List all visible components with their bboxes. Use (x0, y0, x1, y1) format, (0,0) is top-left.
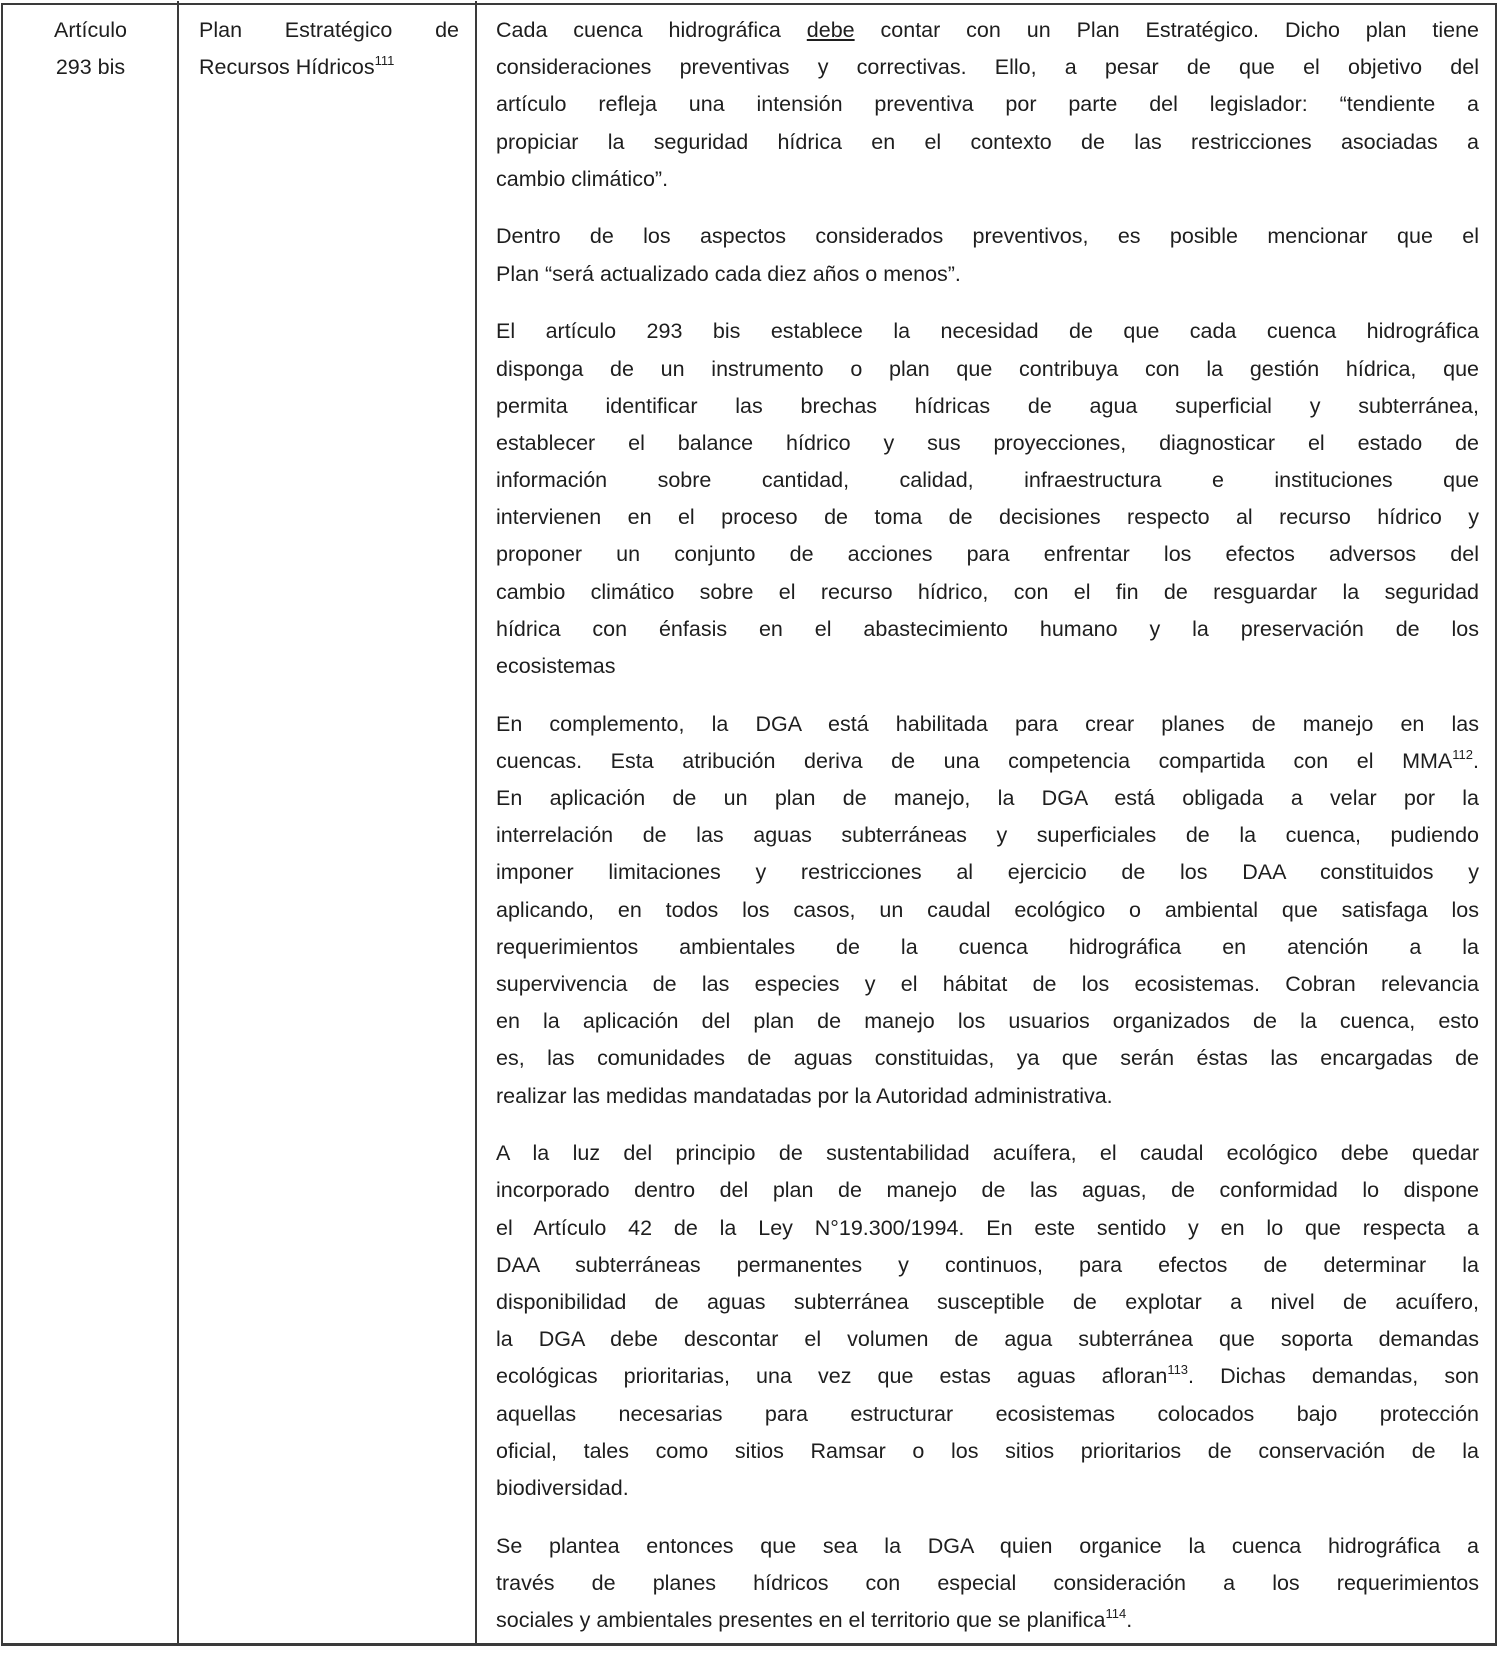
text-segment: interrelación de las aguas subterráneas y superficiales de la cuenca, pudiendo (496, 823, 1479, 848)
text-segment: El artículo 293 bis establece la necesidad de que cada cuenca hidrográfica (496, 319, 1479, 344)
text-segment: disponga de un instrumento o plan que contribuya con la gestión hídrica, que (496, 356, 1479, 381)
text-line (496, 351, 1479, 388)
text-line (496, 1470, 1479, 1507)
text-segment: Se plantea entonces que sea la DGA quien organice la cuenca hidrográfica a (496, 1533, 1479, 1558)
text-segment: ecosistemas (496, 654, 616, 678)
text-line (496, 425, 1479, 462)
article-label: Artículo (54, 18, 127, 42)
text-line (496, 1528, 1479, 1565)
text-line (496, 388, 1479, 425)
text-line (496, 462, 1479, 499)
text-segment: proponer un conjunto de acciones para enfrentar los efectos adversos del (496, 542, 1479, 567)
text-segment: aquellas necesarias para estructurar ecosistemas colocados bajo protección (496, 1401, 1479, 1426)
text-segment: hídrica con énfasis en el abastecimiento humano y la preservación de los (496, 616, 1479, 641)
text-segment: imponer limitaciones y restricciones al ejercicio de los DAA constituidos y (496, 860, 1479, 885)
text-segment: Dentro de los aspectos considerados preventivos, es posible mencionar que el (496, 224, 1479, 249)
text-line (496, 313, 1479, 350)
analysis-paragraph (496, 706, 1479, 1115)
text-segment: artículo refleja una intensión preventiva por parte del legislador: “tendiente a (496, 92, 1479, 117)
analysis-paragraph (496, 218, 1479, 292)
text-segment: supervivencia de las especies y el hábitat de los ecosistemas. Cobran relevancia (496, 972, 1479, 996)
column-divider (475, 1, 477, 1643)
text-segment: . Dichas demandas, son (1188, 1364, 1479, 1389)
text-line (496, 743, 1479, 780)
text-line (496, 929, 1479, 966)
legal-analysis-table (1, 3, 1497, 1646)
text-line (496, 706, 1479, 743)
text-segment: es, las comunidades de aguas constituidas, ya que serán éstas las encargadas de (496, 1046, 1479, 1071)
text-line (496, 611, 1479, 648)
text-line (496, 1396, 1479, 1433)
text-line (496, 536, 1479, 573)
text-segment: ecológicas prioritarias, una vez que estas aguas afloran (496, 1364, 1168, 1389)
text-segment: biodiversidad. (496, 1475, 629, 1500)
text-segment: información sobre cantidad, calidad, infraestructura e instituciones que (496, 468, 1479, 493)
text-line (496, 1565, 1479, 1602)
text-line (496, 1135, 1479, 1172)
text-line (496, 1078, 1479, 1115)
text-line (496, 648, 1479, 685)
topic-cell (199, 12, 459, 86)
text-segment: En complemento, la DGA está habilitada para crear planes de manejo en las (496, 711, 1479, 736)
text-segment: propiciar la seguridad hídrica en el contexto de las restricciones asociadas a (496, 129, 1479, 154)
text-segment: En aplicación de un plan de manejo, la DGA está obligada a velar por la (496, 786, 1479, 811)
text-segment: cambio climático”. (496, 166, 669, 191)
text-segment: Cada cuenca hidrográfica (496, 18, 807, 42)
text-segment: cuencas. Esta atribución deriva de una competencia compartida con el MMA (496, 748, 1453, 773)
text-segment: sociales y ambientales presentes en el territorio que se planifica (496, 1608, 1106, 1632)
text-line (496, 1003, 1479, 1040)
analysis-cell (496, 12, 1479, 1660)
text-segment: Plan “será actualizado cada diez años o menos”. (496, 261, 961, 286)
text-line (496, 161, 1479, 198)
text-line (496, 1602, 1479, 1639)
topic-text: Recursos Hídricos (199, 55, 375, 80)
topic-line (199, 49, 459, 86)
text-line (496, 1040, 1479, 1077)
footnote-ref[interactable]: 114 (1105, 1606, 1127, 1621)
text-line (496, 1433, 1479, 1470)
text-line (496, 1358, 1479, 1395)
text-segment: intervienen en el proceso de toma de decisiones respecto al recurso hídrico y (496, 505, 1479, 530)
text-line (496, 780, 1479, 817)
text-line (496, 1247, 1479, 1284)
footnote-ref[interactable]: 113 (1167, 1362, 1189, 1378)
text-line (496, 124, 1479, 161)
text-segment: consideraciones preventivas y correctivas. Ello, a pesar de que el objetivo del (496, 55, 1479, 80)
text-segment: permita identificar las brechas hídricas de agua superficial y subterránea, (496, 393, 1479, 418)
text-segment: A la luz del principio de sustentabilidad acuífera, el caudal ecológico debe quedar (496, 1141, 1479, 1166)
text-line (496, 86, 1479, 123)
text-line (496, 892, 1479, 929)
analysis-paragraph (496, 1528, 1479, 1640)
analysis-paragraph (496, 1135, 1479, 1507)
footnote-ref[interactable]: 111 (374, 53, 395, 69)
text-segment: contar con un Plan Estratégico. Dicho plan tiene (854, 18, 1479, 42)
analysis-paragraph (496, 12, 1479, 198)
text-segment: aplicando, en todos los casos, un caudal ecológico o ambiental que satisfaga los (496, 897, 1479, 922)
text-line (496, 574, 1479, 611)
text-line (496, 218, 1479, 255)
topic-line: Plan Estratégico de (199, 18, 459, 42)
text-line (496, 499, 1479, 536)
text-line (496, 1210, 1479, 1247)
text-segment: requerimientos ambientales de la cuenca hidrográfica en atención a la (496, 934, 1479, 959)
analysis-paragraph (496, 313, 1479, 685)
text-line (496, 49, 1479, 86)
text-segment: . (1473, 748, 1479, 773)
text-segment: DAA subterráneas permanentes y continuos, para efectos de determinar la (496, 1252, 1479, 1277)
text-line (496, 12, 1479, 49)
text-line (496, 1321, 1479, 1358)
text-segment: oficial, tales como sitios Ramsar o los sitios prioritarios de conservación de la (496, 1438, 1479, 1463)
text-segment: realizar las medidas mandatadas por la Autoridad administrativa. (496, 1083, 1113, 1108)
text-segment: en la aplicación del plan de manejo los usuarios organizados de la cuenca, esto (496, 1009, 1479, 1034)
text-segment: incorporado dentro del plan de manejo de las aguas, de conformidad lo dispone (496, 1178, 1479, 1203)
text-line (496, 817, 1479, 854)
footnote-ref[interactable]: 112 (1452, 746, 1474, 762)
column-divider (177, 1, 179, 1643)
text-segment: través de planes hídricos con especial consideración a los requerimientos (496, 1570, 1479, 1595)
article-cell (3, 12, 178, 86)
text-segment: la DGA debe descontar el volumen de agua subterránea que soporta demandas (496, 1327, 1479, 1352)
article-number: 293 bis (55, 55, 126, 80)
emphasized-text: debe (806, 18, 855, 42)
text-line (496, 1284, 1479, 1321)
text-segment: establecer el balance hídrico y sus proyecciones, diagnosticar el estado de (496, 430, 1479, 455)
text-line (496, 1172, 1479, 1209)
text-segment: el Artículo 42 de la Ley N°19.300/1994. En este sentido y en lo que respecta a (496, 1215, 1479, 1240)
text-segment: . (1126, 1608, 1133, 1632)
text-segment: disponibilidad de aguas subterránea susceptible de explotar a nivel de acuífero, (496, 1290, 1479, 1314)
text-line (496, 256, 1479, 293)
text-line (496, 854, 1479, 891)
text-segment: cambio climático sobre el recurso hídrico, con el fin de resguardar la seguridad (496, 579, 1479, 604)
text-line (496, 966, 1479, 1003)
